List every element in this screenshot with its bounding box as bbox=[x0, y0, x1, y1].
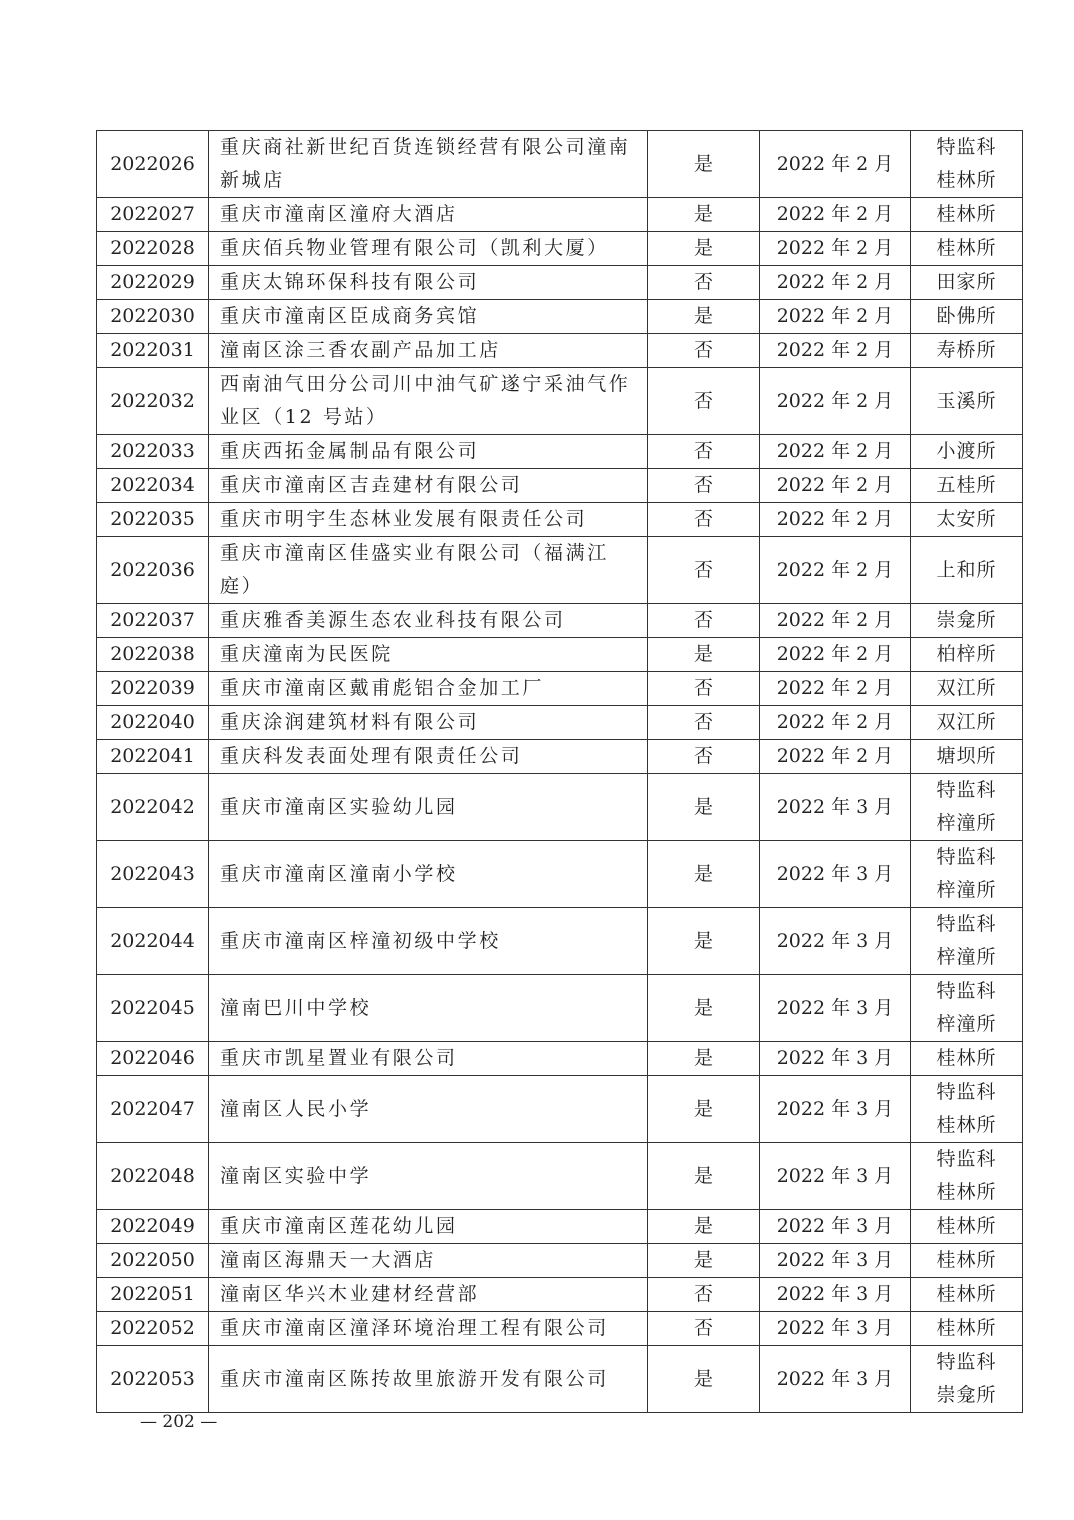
responsible-unit-cell bbox=[911, 232, 1023, 266]
yes-no-cell: 是 bbox=[648, 638, 760, 672]
table-row bbox=[97, 537, 1023, 604]
responsible-unit-label: 小渡所 bbox=[936, 440, 997, 462]
responsible-unit-cell bbox=[911, 131, 1023, 198]
date-cell: 2022 年 3 月 bbox=[760, 1042, 911, 1076]
responsible-unit-label: 桂林所 bbox=[936, 1181, 997, 1203]
responsible-unit-cell bbox=[911, 469, 1023, 503]
yes-no-cell: 否 bbox=[648, 368, 760, 435]
table-row bbox=[97, 435, 1023, 469]
yes-no-cell: 是 bbox=[648, 131, 760, 198]
date-cell: 2022 年 2 月 bbox=[760, 706, 911, 740]
table-row bbox=[97, 1278, 1023, 1312]
date-cell: 2022 年 3 月 bbox=[760, 1312, 911, 1346]
yes-no-cell: 是 bbox=[648, 1244, 760, 1278]
responsible-unit-cell bbox=[911, 774, 1023, 841]
date-cell: 2022 年 3 月 bbox=[760, 1346, 911, 1413]
responsible-unit-label: 桂林所 bbox=[936, 1283, 997, 1305]
table-row bbox=[97, 604, 1023, 638]
record-id-cell: 2022030 bbox=[97, 300, 209, 334]
responsible-unit-label: 特监科 bbox=[936, 136, 997, 158]
date-cell: 2022 年 3 月 bbox=[760, 975, 911, 1042]
company-name-cell: 重庆市潼南区实验幼儿园 bbox=[209, 774, 648, 841]
record-id-cell: 2022041 bbox=[97, 740, 209, 774]
table-row bbox=[97, 334, 1023, 368]
table-row bbox=[97, 740, 1023, 774]
responsible-unit-label: 梓潼所 bbox=[936, 946, 997, 968]
record-id-cell: 2022048 bbox=[97, 1143, 209, 1210]
yes-no-cell: 是 bbox=[648, 774, 760, 841]
record-id-cell: 2022034 bbox=[97, 469, 209, 503]
responsible-unit-label: 桂林所 bbox=[936, 169, 997, 191]
responsible-unit-label: 桂林所 bbox=[936, 1114, 997, 1136]
date-cell: 2022 年 2 月 bbox=[760, 537, 911, 604]
record-id-cell: 2022045 bbox=[97, 975, 209, 1042]
records-table-body bbox=[97, 131, 1023, 1413]
record-id-cell: 2022029 bbox=[97, 266, 209, 300]
record-id-cell: 2022050 bbox=[97, 1244, 209, 1278]
yes-no-cell: 否 bbox=[648, 1312, 760, 1346]
yes-no-cell: 否 bbox=[648, 740, 760, 774]
yes-no-cell: 是 bbox=[648, 1346, 760, 1413]
company-name-cell: 重庆市潼南区潼南小学校 bbox=[209, 841, 648, 908]
record-id-cell: 2022044 bbox=[97, 908, 209, 975]
company-name-cell: 重庆市明宇生态林业发展有限责任公司 bbox=[209, 503, 648, 537]
responsible-unit-cell bbox=[911, 740, 1023, 774]
responsible-unit-cell bbox=[911, 198, 1023, 232]
date-cell: 2022 年 2 月 bbox=[760, 638, 911, 672]
responsible-unit-label: 特监科 bbox=[936, 1081, 997, 1103]
responsible-unit-cell bbox=[911, 706, 1023, 740]
responsible-unit-cell bbox=[911, 334, 1023, 368]
company-name-cell: 重庆潼南为民医院 bbox=[209, 638, 648, 672]
yes-no-cell: 否 bbox=[648, 334, 760, 368]
date-cell: 2022 年 3 月 bbox=[760, 841, 911, 908]
table-row bbox=[97, 774, 1023, 841]
responsible-unit-label: 特监科 bbox=[936, 913, 997, 935]
yes-no-cell: 是 bbox=[648, 975, 760, 1042]
table-row bbox=[97, 706, 1023, 740]
record-id-cell: 2022039 bbox=[97, 672, 209, 706]
responsible-unit-label: 双江所 bbox=[936, 711, 997, 733]
record-id-cell: 2022036 bbox=[97, 537, 209, 604]
responsible-unit-cell bbox=[911, 1143, 1023, 1210]
responsible-unit-label: 梓潼所 bbox=[936, 812, 997, 834]
yes-no-cell: 否 bbox=[648, 266, 760, 300]
record-id-cell: 2022047 bbox=[97, 1076, 209, 1143]
yes-no-cell: 否 bbox=[648, 604, 760, 638]
responsible-unit-label: 卧佛所 bbox=[936, 305, 997, 327]
record-id-cell: 2022033 bbox=[97, 435, 209, 469]
responsible-unit-label: 桂林所 bbox=[936, 203, 997, 225]
record-id-cell: 2022040 bbox=[97, 706, 209, 740]
record-id-cell: 2022043 bbox=[97, 841, 209, 908]
responsible-unit-cell bbox=[911, 300, 1023, 334]
date-cell: 2022 年 3 月 bbox=[760, 1076, 911, 1143]
company-name-cell: 重庆市潼南区梓潼初级中学校 bbox=[209, 908, 648, 975]
responsible-unit-label: 玉溪所 bbox=[936, 389, 997, 412]
yes-no-cell: 是 bbox=[648, 908, 760, 975]
table-row bbox=[97, 1244, 1023, 1278]
responsible-unit-label: 桂林所 bbox=[936, 1249, 997, 1271]
date-cell: 2022 年 2 月 bbox=[760, 435, 911, 469]
yes-no-cell: 否 bbox=[648, 503, 760, 537]
responsible-unit-label: 桂林所 bbox=[936, 1215, 997, 1237]
record-id-cell: 2022026 bbox=[97, 131, 209, 198]
date-cell: 2022 年 2 月 bbox=[760, 672, 911, 706]
responsible-unit-label: 特监科 bbox=[936, 779, 997, 801]
company-name-cell: 重庆市潼南区戴甫彪铝合金加工厂 bbox=[209, 672, 648, 706]
table-row bbox=[97, 232, 1023, 266]
responsible-unit-label: 特监科 bbox=[936, 1351, 997, 1373]
date-cell: 2022 年 2 月 bbox=[760, 469, 911, 503]
responsible-unit-label: 田家所 bbox=[936, 271, 997, 293]
yes-no-cell: 是 bbox=[648, 198, 760, 232]
yes-no-cell: 否 bbox=[648, 435, 760, 469]
yes-no-cell: 是 bbox=[648, 1143, 760, 1210]
table-row bbox=[97, 841, 1023, 908]
date-cell: 2022 年 2 月 bbox=[760, 368, 911, 435]
record-id-cell: 2022042 bbox=[97, 774, 209, 841]
yes-no-cell: 否 bbox=[648, 672, 760, 706]
date-cell: 2022 年 2 月 bbox=[760, 503, 911, 537]
responsible-unit-cell bbox=[911, 503, 1023, 537]
date-cell: 2022 年 2 月 bbox=[760, 300, 911, 334]
responsible-unit-label: 梓潼所 bbox=[936, 1013, 997, 1035]
table-row bbox=[97, 672, 1023, 706]
table-row bbox=[97, 1312, 1023, 1346]
responsible-unit-label: 特监科 bbox=[936, 846, 997, 868]
records-table-container bbox=[96, 130, 1023, 1413]
record-id-cell: 2022051 bbox=[97, 1278, 209, 1312]
responsible-unit-label: 桂林所 bbox=[936, 1317, 997, 1339]
record-id-cell: 2022032 bbox=[97, 368, 209, 435]
date-cell: 2022 年 3 月 bbox=[760, 1244, 911, 1278]
date-cell: 2022 年 2 月 bbox=[760, 198, 911, 232]
date-cell: 2022 年 2 月 bbox=[760, 740, 911, 774]
date-cell: 2022 年 3 月 bbox=[760, 908, 911, 975]
responsible-unit-cell bbox=[911, 266, 1023, 300]
yes-no-cell: 是 bbox=[648, 232, 760, 266]
responsible-unit-cell bbox=[911, 841, 1023, 908]
date-cell: 2022 年 2 月 bbox=[760, 604, 911, 638]
responsible-unit-label: 上和所 bbox=[936, 558, 997, 581]
date-cell: 2022 年 2 月 bbox=[760, 232, 911, 266]
table-row bbox=[97, 368, 1023, 435]
responsible-unit-cell bbox=[911, 604, 1023, 638]
date-cell: 2022 年 2 月 bbox=[760, 266, 911, 300]
company-name-cell: 重庆市潼南区臣成商务宾馆 bbox=[209, 300, 648, 334]
responsible-unit-cell bbox=[911, 537, 1023, 604]
responsible-unit-cell bbox=[911, 368, 1023, 435]
company-name-cell: 潼南区实验中学 bbox=[209, 1143, 648, 1210]
responsible-unit-label: 桂林所 bbox=[936, 1047, 997, 1069]
responsible-unit-cell bbox=[911, 1346, 1023, 1413]
date-cell: 2022 年 3 月 bbox=[760, 1210, 911, 1244]
record-id-cell: 2022046 bbox=[97, 1042, 209, 1076]
responsible-unit-cell bbox=[911, 1244, 1023, 1278]
date-cell: 2022 年 3 月 bbox=[760, 1278, 911, 1312]
company-name-cell: 潼南区华兴木业建材经营部 bbox=[209, 1278, 648, 1312]
page-number: — 202 — bbox=[140, 1412, 218, 1432]
responsible-unit-label: 寿桥所 bbox=[936, 339, 997, 361]
company-name-cell: 重庆市凯星置业有限公司 bbox=[209, 1042, 648, 1076]
responsible-unit-label: 太安所 bbox=[936, 508, 997, 530]
company-name-cell: 重庆雅香美源生态农业科技有限公司 bbox=[209, 604, 648, 638]
record-id-cell: 2022028 bbox=[97, 232, 209, 266]
responsible-unit-cell bbox=[911, 908, 1023, 975]
company-name-cell: 重庆商社新世纪百货连锁经营有限公司潼南新城店 bbox=[209, 131, 648, 198]
table-row bbox=[97, 975, 1023, 1042]
responsible-unit-label: 柏梓所 bbox=[936, 643, 997, 665]
company-name-cell: 重庆市潼南区佳盛实业有限公司（福满江庭） bbox=[209, 537, 648, 604]
yes-no-cell: 是 bbox=[648, 1210, 760, 1244]
yes-no-cell: 否 bbox=[648, 706, 760, 740]
yes-no-cell: 否 bbox=[648, 1278, 760, 1312]
date-cell: 2022 年 2 月 bbox=[760, 334, 911, 368]
company-name-cell: 重庆科发表面处理有限责任公司 bbox=[209, 740, 648, 774]
company-name-cell: 潼南巴川中学校 bbox=[209, 975, 648, 1042]
record-id-cell: 2022027 bbox=[97, 198, 209, 232]
yes-no-cell: 否 bbox=[648, 469, 760, 503]
table-row bbox=[97, 503, 1023, 537]
table-row bbox=[97, 908, 1023, 975]
table-row bbox=[97, 266, 1023, 300]
company-name-cell: 重庆市潼南区吉垚建材有限公司 bbox=[209, 469, 648, 503]
record-id-cell: 2022053 bbox=[97, 1346, 209, 1413]
company-name-cell: 重庆市潼南区莲花幼儿园 bbox=[209, 1210, 648, 1244]
company-name-cell: 重庆市潼南区潼泽环境治理工程有限公司 bbox=[209, 1312, 648, 1346]
table-row bbox=[97, 1143, 1023, 1210]
record-id-cell: 2022038 bbox=[97, 638, 209, 672]
company-name-cell: 西南油气田分公司川中油气矿遂宁采油气作业区（12 号站） bbox=[209, 368, 648, 435]
company-name-cell: 重庆涂润建筑材料有限公司 bbox=[209, 706, 648, 740]
table-row bbox=[97, 638, 1023, 672]
responsible-unit-cell bbox=[911, 672, 1023, 706]
responsible-unit-label: 桂林所 bbox=[936, 237, 997, 259]
responsible-unit-label: 双江所 bbox=[936, 677, 997, 699]
company-name-cell: 潼南区人民小学 bbox=[209, 1076, 648, 1143]
date-cell: 2022 年 3 月 bbox=[760, 774, 911, 841]
date-cell: 2022 年 2 月 bbox=[760, 131, 911, 198]
table-row bbox=[97, 1346, 1023, 1413]
responsible-unit-cell bbox=[911, 638, 1023, 672]
yes-no-cell: 是 bbox=[648, 300, 760, 334]
responsible-unit-label: 崇龛所 bbox=[936, 609, 997, 631]
responsible-unit-cell bbox=[911, 1076, 1023, 1143]
date-cell: 2022 年 3 月 bbox=[760, 1143, 911, 1210]
responsible-unit-cell bbox=[911, 1210, 1023, 1244]
responsible-unit-label: 五桂所 bbox=[936, 474, 997, 496]
responsible-unit-label: 梓潼所 bbox=[936, 879, 997, 901]
responsible-unit-cell bbox=[911, 1312, 1023, 1346]
company-name-cell: 重庆西拓金属制品有限公司 bbox=[209, 435, 648, 469]
record-id-cell: 2022052 bbox=[97, 1312, 209, 1346]
record-id-cell: 2022035 bbox=[97, 503, 209, 537]
table-row bbox=[97, 1076, 1023, 1143]
yes-no-cell: 是 bbox=[648, 1076, 760, 1143]
company-name-cell: 重庆市潼南区潼府大酒店 bbox=[209, 198, 648, 232]
table-row bbox=[97, 300, 1023, 334]
responsible-unit-label: 特监科 bbox=[936, 980, 997, 1002]
responsible-unit-cell bbox=[911, 1278, 1023, 1312]
records-table bbox=[96, 130, 1023, 1413]
table-row bbox=[97, 198, 1023, 232]
yes-no-cell: 是 bbox=[648, 841, 760, 908]
responsible-unit-cell bbox=[911, 975, 1023, 1042]
table-row bbox=[97, 1210, 1023, 1244]
company-name-cell: 潼南区涂三香农副产品加工店 bbox=[209, 334, 648, 368]
company-name-cell: 重庆佰兵物业管理有限公司（凯利大厦） bbox=[209, 232, 648, 266]
responsible-unit-label: 塘坝所 bbox=[936, 745, 997, 767]
table-row bbox=[97, 1042, 1023, 1076]
responsible-unit-cell bbox=[911, 435, 1023, 469]
company-name-cell: 重庆市潼南区陈抟故里旅游开发有限公司 bbox=[209, 1346, 648, 1413]
responsible-unit-label: 崇龛所 bbox=[936, 1384, 997, 1406]
record-id-cell: 2022031 bbox=[97, 334, 209, 368]
company-name-cell: 潼南区海鼎天一大酒店 bbox=[209, 1244, 648, 1278]
responsible-unit-cell bbox=[911, 1042, 1023, 1076]
record-id-cell: 2022037 bbox=[97, 604, 209, 638]
responsible-unit-label: 特监科 bbox=[936, 1148, 997, 1170]
table-row bbox=[97, 469, 1023, 503]
company-name-cell: 重庆太锦环保科技有限公司 bbox=[209, 266, 648, 300]
yes-no-cell: 是 bbox=[648, 1042, 760, 1076]
table-row bbox=[97, 131, 1023, 198]
record-id-cell: 2022049 bbox=[97, 1210, 209, 1244]
yes-no-cell: 否 bbox=[648, 537, 760, 604]
